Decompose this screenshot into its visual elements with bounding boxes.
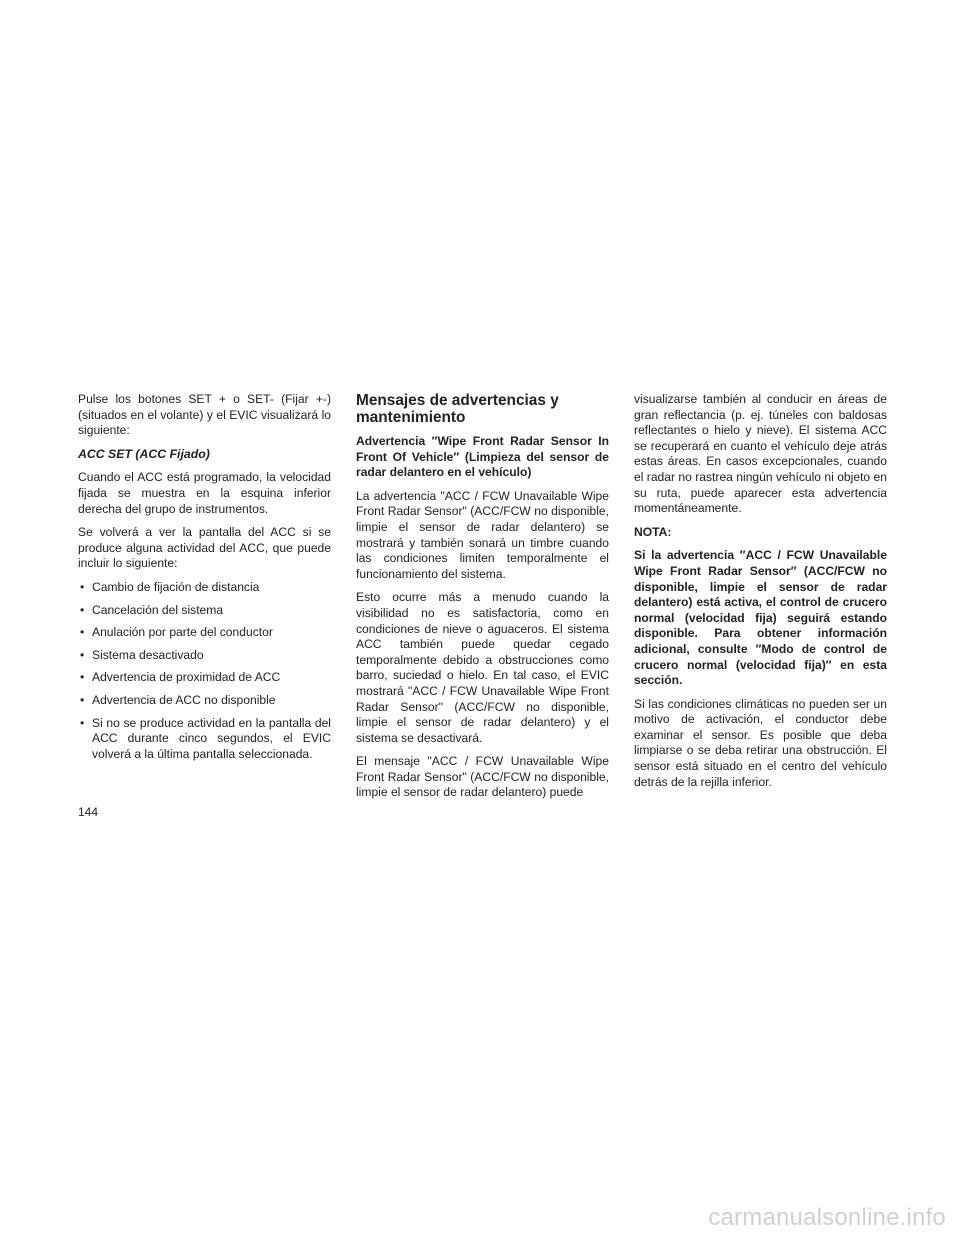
note-text: Si la advertencia ″ACC / FCW Unavailable Wipe Front Radar Sensor″ (ACC/FCW no disponible, limpie el sensor de radar delantero) está activa, el control de crucero normal (velocidad fija) seguirá estando disponible. Para obtener información adicional, consulte ″Modo de control de crucero normal (velocidad fija)″ en esta sección. [634, 548, 887, 688]
warning-heading: Advertencia ″Wipe Front Radar Sensor In Front Of Vehicle″ (Limpieza del sensor de radar delantero en el vehículo) [356, 434, 609, 480]
list-item-text: Advertencia de proximidad de ACC [92, 670, 281, 685]
acc-activity-list [78, 580, 331, 762]
bullet-icon: • [80, 579, 85, 594]
bullet-icon: • [80, 715, 85, 730]
list-item-text: Cambio de fijación de distancia [92, 579, 260, 594]
acc-set-subheading: ACC SET (ACC Fijado) [78, 446, 210, 461]
list-item-text: Anulación por parte del conductor [92, 625, 273, 640]
list-item [78, 625, 331, 641]
list-item-text: Sistema desactivado [92, 647, 204, 662]
section-heading: Mensajes de advertencias y mantenimiento [356, 392, 559, 426]
list-item [78, 603, 331, 619]
middle-column [356, 392, 609, 801]
list-item [78, 580, 331, 596]
list-item-text: Cancelación del sistema [92, 602, 224, 617]
bullet-icon: • [80, 647, 85, 662]
intro-paragraph: Pulse los botones SET + o SET- (Fijar +-) (situados en el volante) y el EVIC visualizará lo siguiente: [78, 392, 331, 438]
display-paragraph: Se volverá a ver la pantalla del ACC si se produce alguna actividad del ACC, que puede incluir lo siguiente: [78, 525, 331, 571]
left-column [78, 392, 331, 769]
note-label: NOTA: [634, 524, 672, 539]
page-number: 144 [78, 805, 99, 819]
bullet-icon: • [80, 625, 85, 640]
bullet-icon: • [80, 670, 85, 685]
bullet-icon: • [80, 602, 85, 617]
visibility-paragraph: Esto ocurre más a menudo cuando la visibilidad no es satisfactoria, como en condiciones de nieve o aguaceros. El sistema ACC también puede quedar cegado temporalmente debido a obstrucciones como barro, suciedad o hielo. En tal caso, el EVIC mostrará "ACC / FCW Unavailable Wipe Front Radar Sensor" (ACC/FCW no disponible, limpie el sensor de radar delantero) y el sistema se desactivará. [356, 590, 609, 745]
programmed-paragraph: Cuando el ACC está programado, la velocidad fijada se muestra en la esquina inferior derecha del grupo de instrumentos. [78, 470, 331, 516]
list-item [78, 693, 331, 709]
list-item [78, 648, 331, 664]
bullet-icon: • [80, 692, 85, 707]
list-item [78, 670, 331, 686]
list-item-text: Advertencia de ACC no disponible [92, 692, 276, 707]
message-paragraph: El mensaje "ACC / FCW Unavailable Wipe Front Radar Sensor" (ACC/FCW no disponible, limpie el sensor de radar delantero) puede [356, 754, 609, 800]
right-column [634, 392, 887, 798]
continued-paragraph: visualizarse también al conducir en áreas de gran reflectancia (p. ej. túneles con baldosas reflectantes o hielo y nieve). El sistema ACC se recuperará en cuanto el vehículo deje atrás estas áreas. En casos excepcionales, cuando el radar no rastrea ningún vehículo ni objeto en su ruta, puede aparecer esta advertencia momentáneamente. [634, 392, 887, 516]
warning-paragraph: La advertencia "ACC / FCW Unavailable Wipe Front Radar Sensor" (ACC/FCW no disponible, limpie el sensor de radar delantero) se mostrará y también sonará un timbre cuando las condiciones limiten temporalmente el funcionamiento del sistema. [356, 488, 609, 581]
watermark: carmanualsonline.info [708, 1204, 946, 1231]
list-item-text: Si no se produce actividad en la pantalla del ACC durante cinco segundos, el EVIC volverá a la última pantalla seleccionada. [92, 715, 331, 761]
list-item [78, 716, 331, 763]
climate-paragraph: Si las condiciones climáticas no pueden ser un motivo de activación, el conductor debe examinar el sensor. Es posible que deba limpiarse o se deba retirar una obstrucción. El sensor está situado en el centro del vehículo detrás de la rejilla inferior. [634, 696, 887, 789]
